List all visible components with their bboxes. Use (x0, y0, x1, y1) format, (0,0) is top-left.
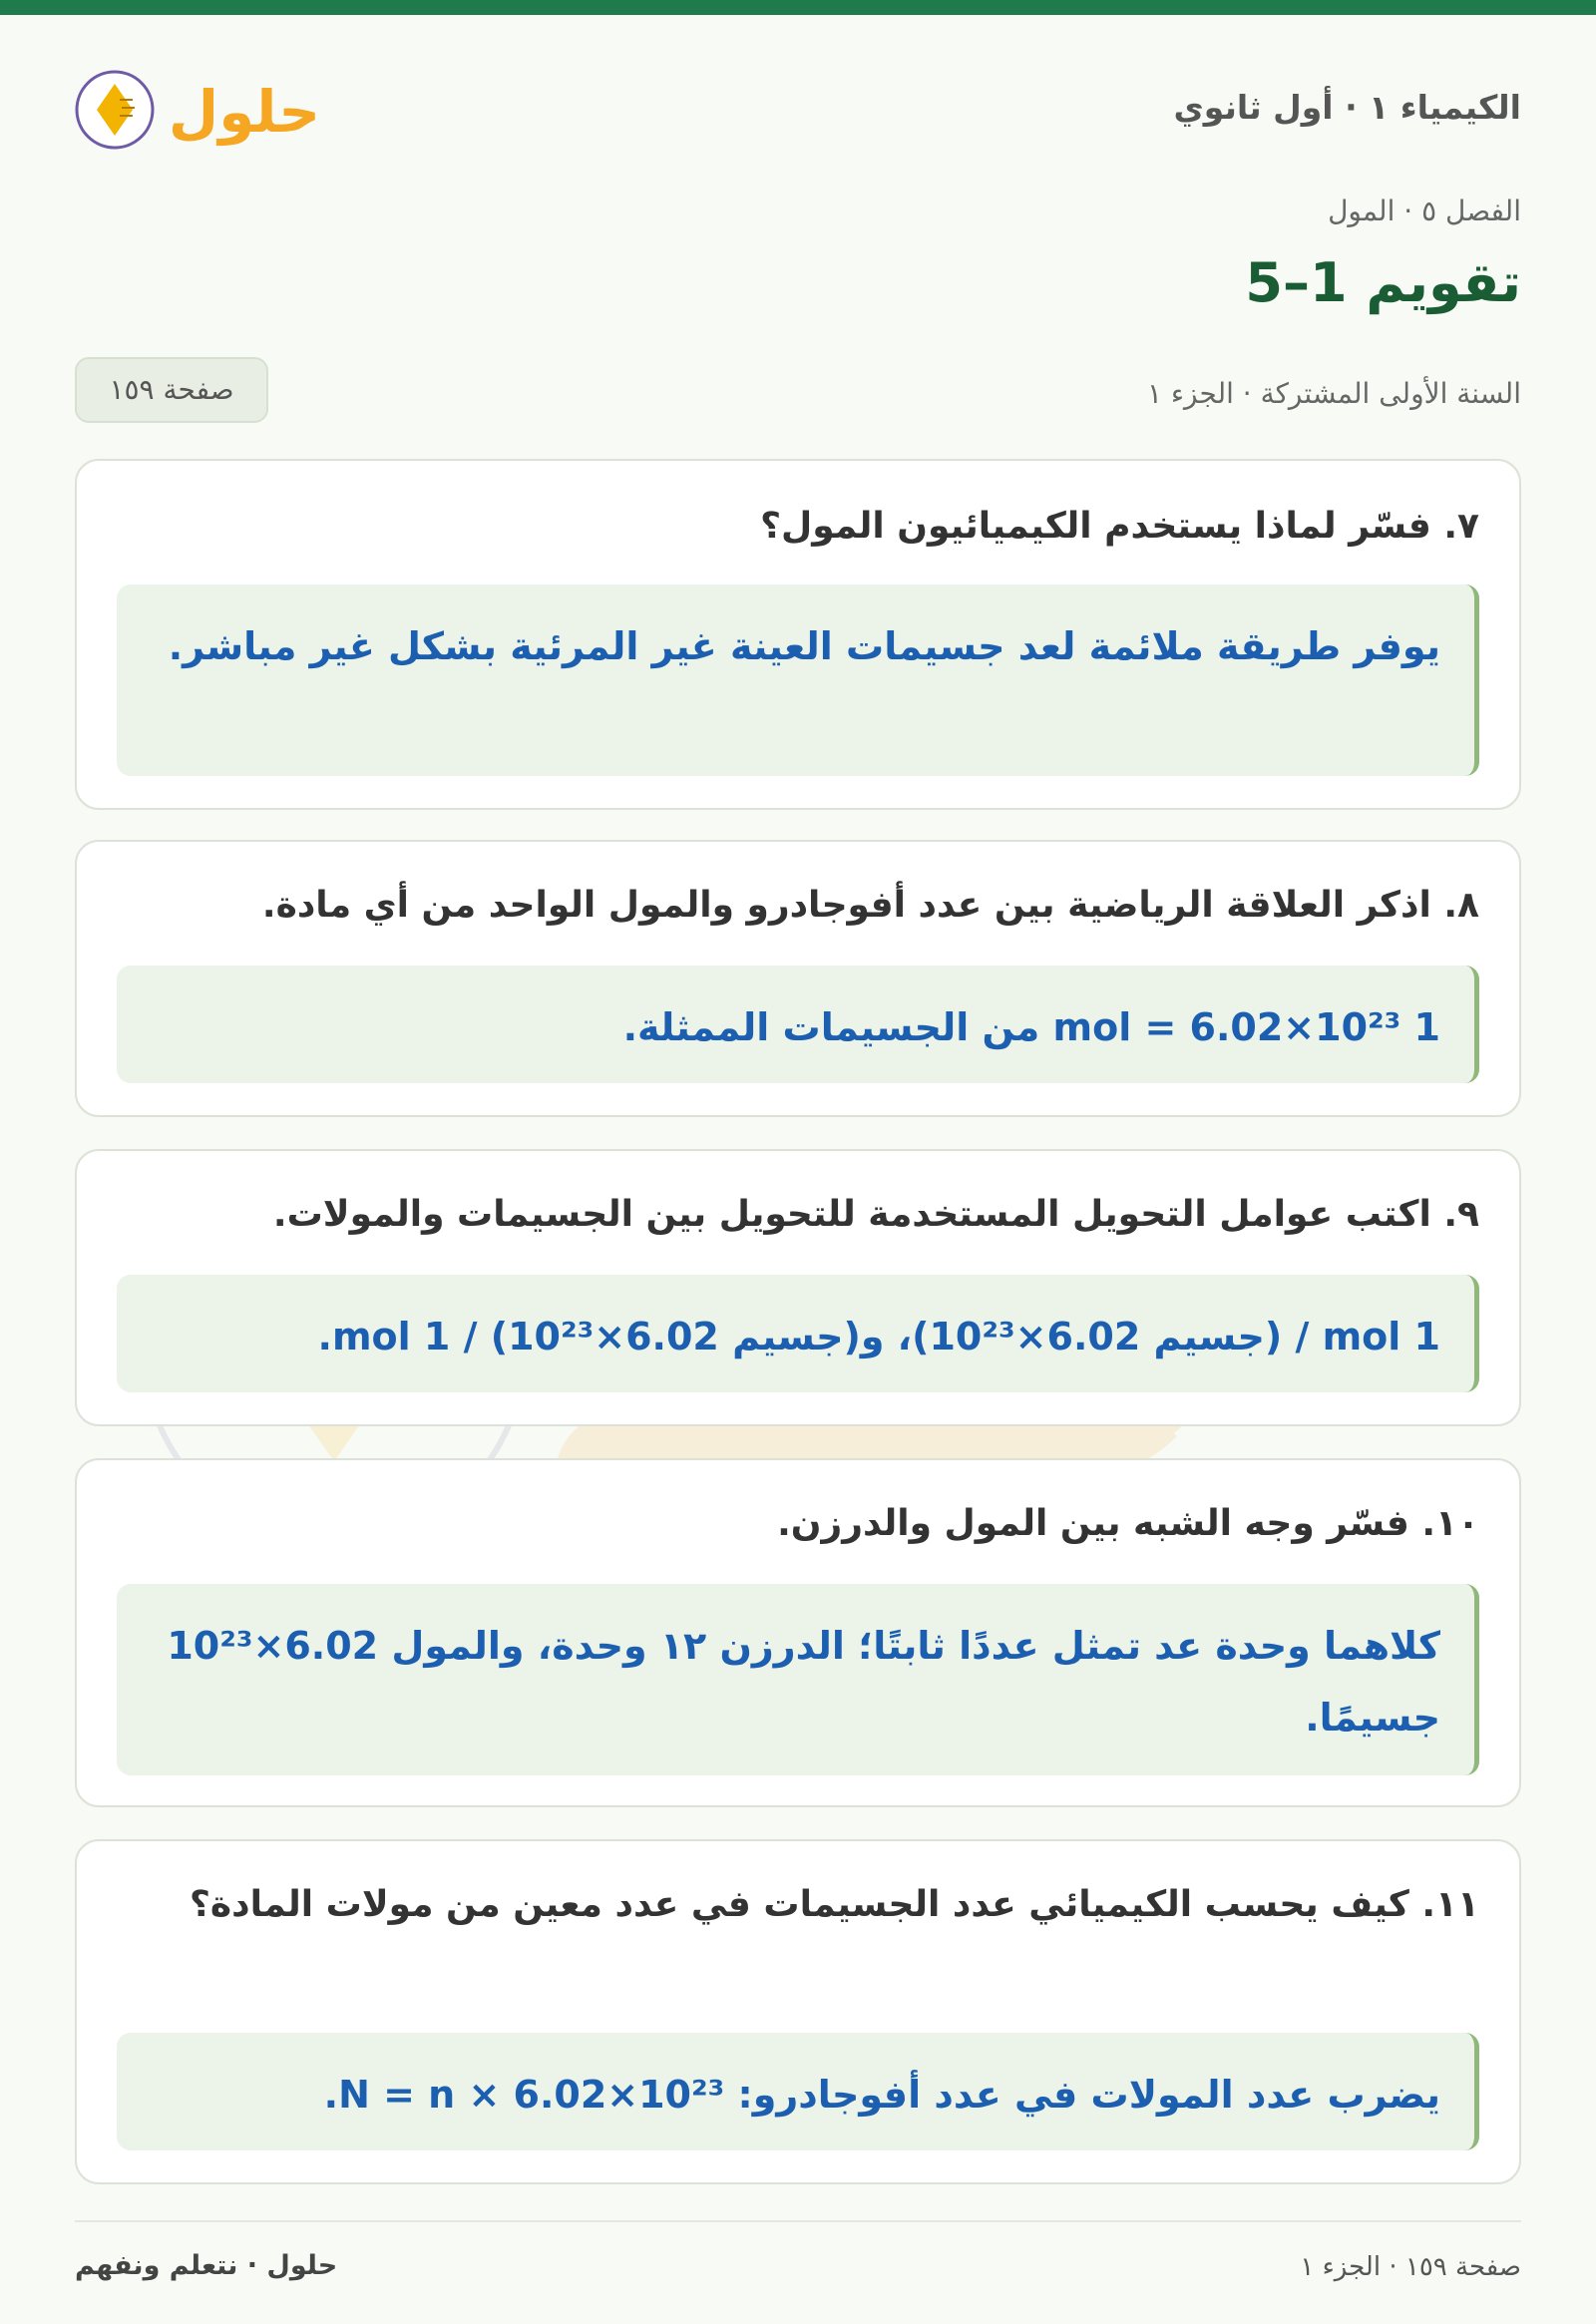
page-number-badge: صفحة ١٥٩ (75, 357, 268, 423)
answer-box (117, 2033, 1479, 2150)
question-card (75, 459, 1521, 810)
lesson-meta: السنة الأولى المشتركة · الجزء ١ (1146, 377, 1521, 410)
chapter-label: الفصل ٥ · المول (1328, 194, 1521, 227)
answer-box (117, 584, 1479, 776)
logo-wordmark: حلول (168, 78, 321, 146)
answer-text: 1 mol = 6.02×10²³ من الجسيمات الممثلة. (622, 1005, 1440, 1049)
page-header (75, 60, 1521, 160)
question-text: ٨. اذكر العلاقة الرياضية بين عدد أفوجادرو والمول الواحد من أي مادة. (261, 885, 1479, 926)
footer-brand: حلول · نتعلم ونفهم (75, 2250, 338, 2281)
answer-text: يوفر طريقة ملائمة لعد جسيمات العينة غير المرئية بشكل غير مباشر. (168, 624, 1440, 668)
question-text: ١٠. فسّر وجه الشبه بين المول والدرزن. (777, 1503, 1479, 1544)
question-text: ٩. اكتب عوامل التحويل المستخدمة للتحويل بين الجسيمات والمولات. (272, 1194, 1479, 1235)
answer-box (117, 966, 1479, 1083)
answer-box (117, 1584, 1479, 1775)
question-text: ٧. فسّر لماذا يستخدم الكيميائيون المول؟ (760, 506, 1479, 547)
top-accent-bar (0, 0, 1596, 15)
question-card (75, 1458, 1521, 1807)
answer-box (117, 1275, 1479, 1392)
hulul-logo[interactable] (75, 60, 334, 160)
subject-title: الكيمياء ١ · أول ثانوي (1173, 88, 1521, 127)
answer-text: يضرب عدد المولات في عدد أفوجادرو: N = n × 6.02×10²³. (323, 2073, 1440, 2117)
answer-text: 1 mol / (جسيم 6.02×10²³)، و(جسيم 6.02×10²³) / 1 mol. (317, 1315, 1440, 1358)
answer-text: كلاهما وحدة عد تمثل عددًا ثابتًا؛ الدرزن ١٢ وحدة، والمول 6.02×10²³ جسيمًا. (167, 1624, 1440, 1740)
question-text: ١١. كيف يحسب الكيميائي عدد الجسيمات في عدد معين من مولات المادة؟ (189, 1884, 1479, 1925)
question-card (75, 1149, 1521, 1426)
question-card (75, 840, 1521, 1117)
footer-page-info: صفحة ١٥٩ · الجزء ١ (1300, 2252, 1521, 2282)
question-card (75, 1839, 1521, 2184)
footer-divider (75, 2220, 1521, 2222)
page-title: تقويم 1–5 (1245, 251, 1521, 314)
